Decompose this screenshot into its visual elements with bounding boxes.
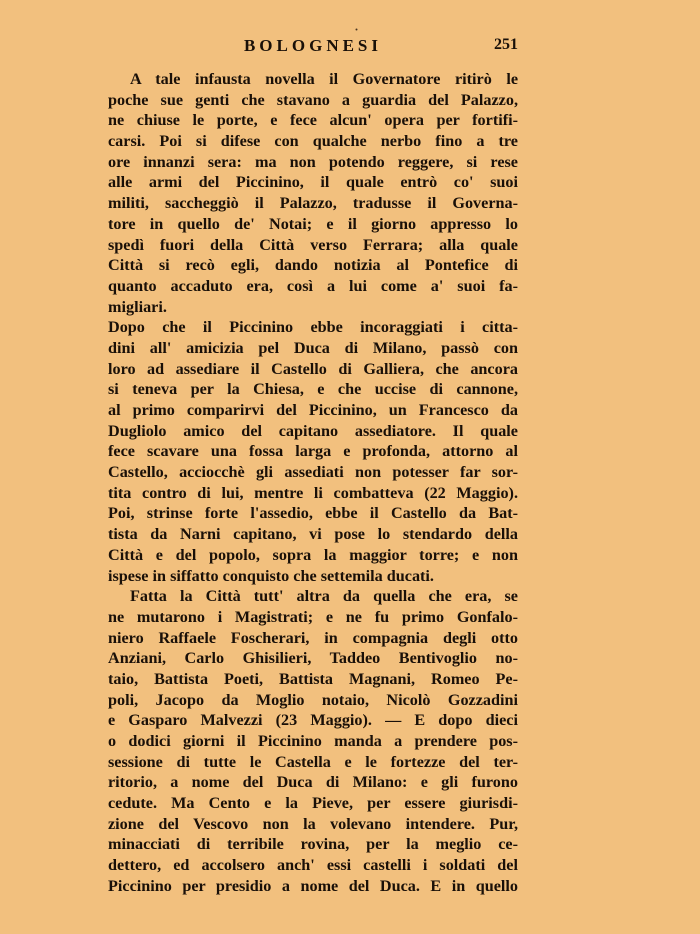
text-line: Poi, strinse forte l'assedio, ebbe il Castello da Bat- <box>108 504 518 523</box>
page-header <box>108 36 518 60</box>
text-line: cedute. Ma Cento e la Pieve, per essere giurisdi- <box>108 794 518 813</box>
text-line: Piccinino per presidio a nome del Duca. E in quello <box>108 876 518 895</box>
text-line: migliari. <box>108 297 167 316</box>
text-line: ore innanzi sera: ma non potendo reggere, si rese <box>108 152 518 171</box>
text-line: A tale infausta novella il Governatore ritirò le <box>130 70 518 88</box>
text-line: zione del Vescovo non la volevano intendere. Pur, <box>108 814 518 833</box>
text-line: dettero, ed accolsero anch' essi castelli i soldati del <box>108 856 518 875</box>
text-line: poche sue genti che stavano a guardia del Palazzo, <box>108 90 518 109</box>
text-line: ne mutarono i Magistrati; e ne fu primo Gonfalo- <box>108 607 518 626</box>
text-line: ne chiuse le porte, e fece alcun' opera per fortifi- <box>108 111 518 130</box>
text-line: quanto accaduto era, così a lui come a' suoi fa- <box>108 276 518 295</box>
text-line: spedì fuori della Città verso Ferrara; alla quale <box>108 235 518 254</box>
text-line: Fatta la Città tutt' altra da quella che era, se <box>130 587 518 606</box>
text-line: ritorio, a nome del Duca di Milano: e gli furono <box>108 773 518 792</box>
text-line: o dodici giorni il Piccinino manda a prendere pos- <box>108 732 518 750</box>
text-line: tore in quello de' Notai; e il giorno appresso lo <box>108 214 518 233</box>
text-line: poli, Jacopo da Moglio notaio, Nicolò Gozzadini <box>108 690 518 709</box>
text-line: e Gasparo Malvezzi (23 Maggio). — E dopo dieci <box>108 711 518 730</box>
text-line: Città si recò egli, dando notizia al Pontefice di <box>108 256 518 275</box>
text-line: niero Raffaele Foscherari, in compagnia degli otto <box>108 628 518 647</box>
text-line: militi, saccheggiò il Palazzo, tradusse il Governa- <box>108 194 518 213</box>
text-line: dini all' amicizia pel Duca di Milano, passò con <box>108 338 518 357</box>
text-line: si teneva per la Chiesa, e che uccise di cannone, <box>108 380 518 399</box>
text-line: carsi. Poi si difese con qualche nerbo fino a tre <box>108 132 518 151</box>
text-line: Dopo che il Piccinino ebbe incoraggiati i citta- <box>108 318 518 337</box>
text-line: ispese in siffatto conquisto che settemila ducati. <box>108 566 434 585</box>
page-number: 251 <box>494 36 518 53</box>
text-line: al primo comparirvi del Piccinino, un Francesco da <box>108 401 518 419</box>
text-line: Dugliolo amico del capitano assediatore. Il quale <box>108 421 518 440</box>
text-line: Anziani, Carlo Ghisilieri, Taddeo Bentivoglio no- <box>108 649 518 668</box>
text-line: tita contro di lui, mentre li combatteva (22 Maggio). <box>108 483 518 502</box>
text-line: sessione di tutte le Castella e le fortezze del ter- <box>108 752 518 771</box>
text-line: Città e del popolo, sopra la maggior torre; e non <box>108 545 518 564</box>
text-line: tista da Narni capitano, vi pose lo stendardo della <box>108 525 518 544</box>
text-line: minacciati di terribile rovina, per la meglio ce- <box>108 835 518 854</box>
running-head: BOLOGNESI <box>243 36 383 55</box>
ink-speck <box>355 16 358 19</box>
text-line: fece scavare una fossa larga e profonda, attorno al <box>108 442 518 461</box>
text-line: alle armi del Piccinino, il quale entrò co' suoi <box>108 173 518 192</box>
text-line: taio, Battista Poeti, Battista Magnani, Romeo Pe- <box>108 669 518 688</box>
text-line: Castello, acciocchè gli assediati non potesser far sor- <box>108 463 518 482</box>
text-line: loro ad assediare il Castello di Galliera, che ancora <box>108 359 518 378</box>
body-text <box>108 69 518 897</box>
